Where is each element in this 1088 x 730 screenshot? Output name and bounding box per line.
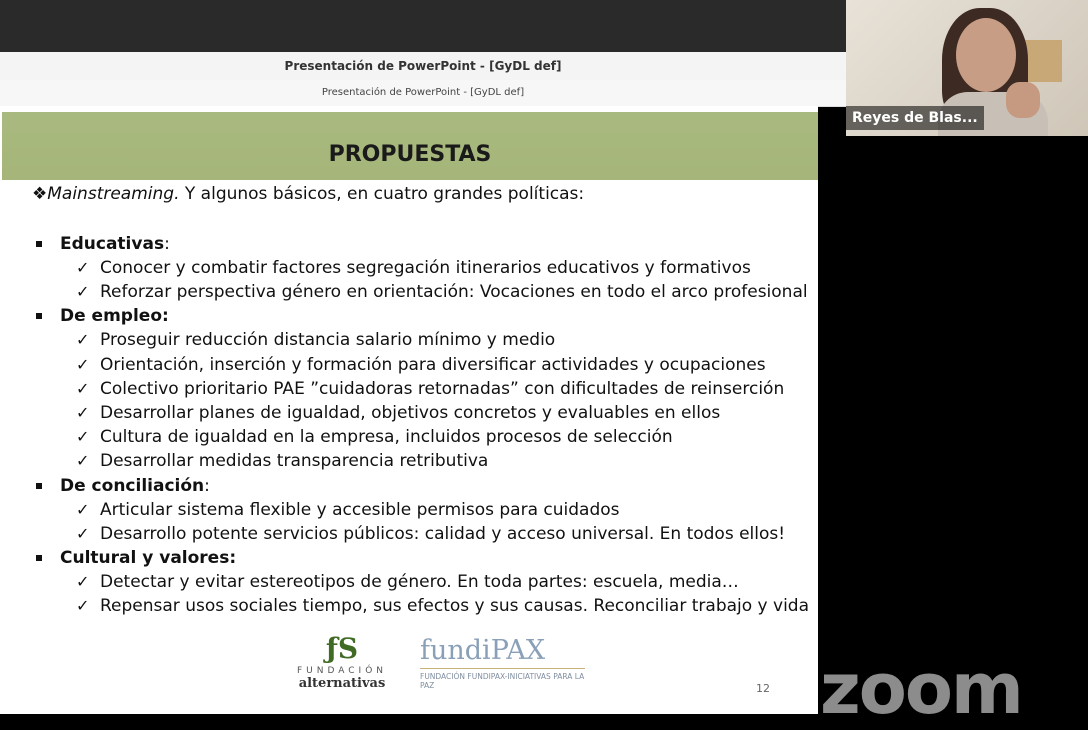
section-title: De conciliación: [60, 475, 205, 496]
list-item: ✓ Conocer y combatir factores segregación itinerarios educativos y formativos: [76, 256, 809, 280]
slide-header: [2, 112, 818, 180]
policy-sections: [34, 232, 809, 618]
top-bar: [0, 0, 846, 52]
list-item: ✓ Desarrollo potente servicios públicos: calidad y acceso universal. En todos ellos!: [76, 522, 809, 546]
square-bullet-icon: [36, 313, 42, 319]
intro-text: Y algunos básicos, en cuatro grandes políticas:: [179, 184, 585, 204]
check-icon: ✓: [76, 523, 90, 543]
slide-heading: PROPUESTAS: [328, 142, 492, 167]
check-icon: ✓: [76, 402, 90, 422]
section-title: De empleo:: [60, 306, 169, 327]
section-educativas: Educativas : ✓ Conocer y combatir factores segregación itinerarios educativos y formativos ✓ Reforzar perspectiva género en orientación: Vocaciones en todo el arco profesional: [34, 232, 809, 304]
check-icon: ✓: [76, 596, 90, 616]
list-item: ✓ Proseguir reducción distancia salario mínimo y medio: [76, 328, 809, 352]
check-icon: ✓: [76, 378, 90, 398]
list-item: ✓ Orientación, inserción y formación para diversificar actividades y ocupaciones: [76, 353, 809, 377]
diamond-bullet-icon: ❖: [32, 184, 48, 204]
section-title: Cultural y valores:: [60, 547, 237, 568]
intro-italic: Mainstreaming.: [47, 184, 180, 204]
fundipax-logo: fundiPAX FUNDACIÓN FUNDIPAX-INICIATIVAS PARA LA PAZ: [420, 635, 585, 690]
check-icon: ✓: [76, 499, 90, 519]
list-item: ✓ Detectar y evitar estereotipos de género. En toda partes: escuela, media…: [76, 570, 809, 594]
section-cultural: [34, 546, 809, 618]
slide-intro: [32, 184, 584, 204]
participant-name: Reyes de Blas...: [846, 106, 984, 130]
zoom-watermark: zoom: [820, 648, 1022, 730]
list-item: ✓ Articular sistema flexible y accesible permisos para cuidados: [76, 498, 809, 522]
list-item: ✓ Colectivo prioritario PAE ”cuidadoras retornadas” con dificultades de reinserción: [76, 377, 809, 401]
check-icon: ✓: [76, 282, 90, 302]
list-item: ✓ Cultura de igualdad en la empresa, incluidos procesos de selección: [76, 425, 809, 449]
list-item: ✓ Desarrollar medidas transparencia retributiva: [76, 449, 809, 473]
fa-mark-icon: ƒS: [325, 632, 359, 665]
list-item: ✓ Repensar usos sociales tiempo, sus efectos y sus causas. Reconciliar trabajo y vida: [76, 594, 809, 618]
fundacion-alternativas-logo: ƒS FUNDACIÓN alternativas: [284, 634, 400, 696]
check-icon: ✓: [76, 354, 90, 374]
check-icon: ✓: [76, 451, 90, 471]
section-empleo: [34, 304, 809, 473]
check-icon: ✓: [76, 258, 90, 277]
section-conciliacion: De conciliación : ✓ Articular sistema flexible y accesible permisos para cuidados ✓ Desarrollo potente servicios públicos: calidad y acceso universal. En todos ellos!: [34, 474, 809, 546]
square-bullet-icon: [36, 555, 42, 561]
section-title: Educativas: [60, 234, 165, 254]
check-icon: ✓: [76, 330, 90, 350]
slide-page-number: 12: [756, 682, 770, 695]
window-subtitle: Presentación de PowerPoint - [GyDL def]: [0, 80, 846, 107]
check-icon: ✓: [76, 427, 90, 447]
list-item: ✓ Desarrollar planes de igualdad, objetivos concretos y evaluables en ellos: [76, 401, 809, 425]
window-title: Presentación de PowerPoint - [GyDL def]: [0, 52, 846, 80]
check-icon: ✓: [76, 571, 90, 591]
participant-video-tile[interactable]: [846, 0, 1088, 136]
square-bullet-icon: [36, 241, 42, 247]
square-bullet-icon: [36, 483, 42, 489]
shared-slide: [0, 106, 818, 714]
list-item: ✓ Reforzar perspectiva género en orientación: Vocaciones en todo el arco profesional: [76, 280, 809, 304]
